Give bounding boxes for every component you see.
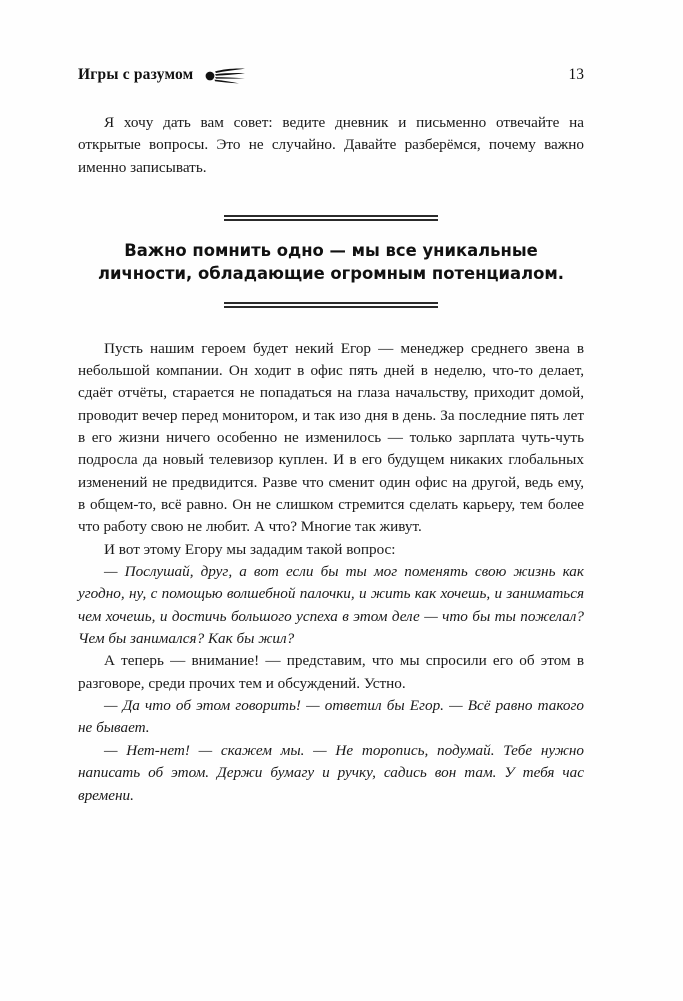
body-paragraph-dialogue: — Нет-нет! — скажем мы. — Не торопись, подумай. Тебе нужно написать об этом. Держи бумагу и ручку, садись вон там. У тебя час времени. <box>78 741 584 804</box>
body-paragraph-dialogue: — Послушай, друг, а вот если бы ты мог поменять свою жизнь как угодно, ну, с помощью волшебной палочки, и жить как хочешь, и заниматься чем хочешь, и достичь большого успеха в этом деле — что бы ты пожелал? Чем бы занимался? Как бы жил? <box>78 563 584 648</box>
pull-quote-text: Важно помнить одно — мы все уникальные личности, обладающие огромным потенциалом. <box>98 241 564 284</box>
body-paragraph: Пусть нашим героем будет некий Егор — менеджер среднего звена в небольшой компании. Он ходит в офис пять дней в неделю, что-то делает, сдаёт отчёты, старается не попадаться на глаза начальству, приходит домой, проводит вечер перед монитором, и так изо дня в день. За последние пять лет в его жизни ничего особенно не изменилось — только зарплата чуть-чуть подросла да новый телевизор куплен. И в его будущем никаких глобальных изменений не предвидится. Разве что сменит один офис на другой, ведь ему, в общем-то, всё равно. Он не слишком стремится сделать карьеру, тем более что работу свою не любит. А что? Многие так живут. <box>78 339 584 536</box>
running-head-left <box>78 65 247 85</box>
pull-quote <box>78 215 584 308</box>
pull-quote-rule-top <box>224 215 438 221</box>
comet-ornament-icon <box>203 65 247 85</box>
running-head <box>78 60 584 90</box>
book-title: Игры с разумом <box>78 66 194 83</box>
pull-quote-rule-bottom <box>224 302 438 308</box>
intro-paragraph: Я хочу дать вам совет: ведите дневник и письменно отвечайте на открытые вопросы. Это не случайно. Давайте разберёмся, почему важно именно записывать. <box>78 114 584 176</box>
page-content <box>78 60 584 807</box>
page-number: 13 <box>568 66 584 83</box>
body-paragraph: А теперь — внимание! — представим, что мы спросили его об этом в разговоре, среди прочих тем и обсуждений. Устно. <box>78 652 584 692</box>
body-text <box>78 338 584 807</box>
body-paragraph: И вот этому Егору мы зададим такой вопрос: <box>104 540 396 558</box>
body-paragraph-dialogue: — Да что об этом говорить! — ответил бы Егор. — Всё равно такого не бывает. <box>78 697 584 737</box>
